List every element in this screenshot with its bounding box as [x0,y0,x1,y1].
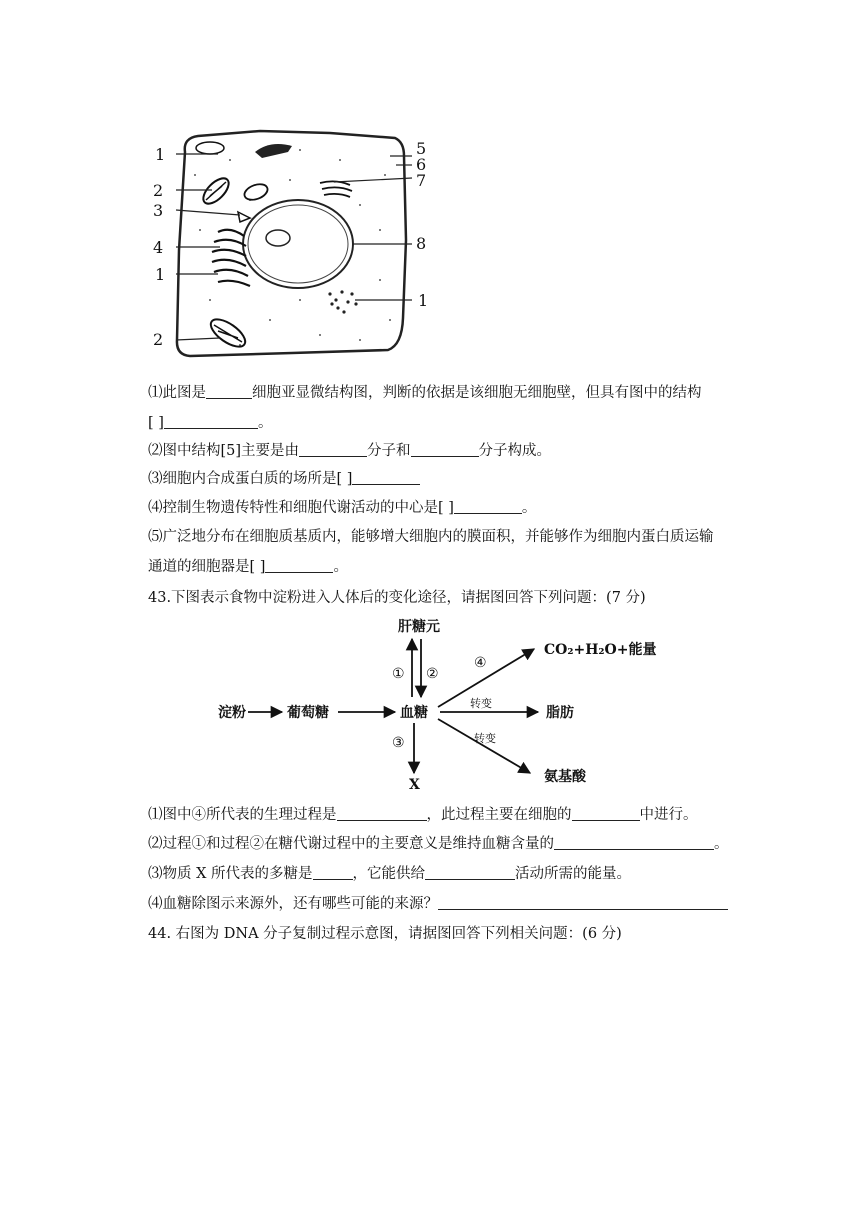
label-2-upper: 2 [153,181,164,200]
answer-blank[interactable] [299,442,367,457]
answer-blank[interactable] [438,895,728,910]
circled-4: ④ [474,655,487,671]
q42-part5-cont: 通道的细胞器是[ ] 。 [148,559,348,575]
answer-blank[interactable] [411,442,479,457]
q43-part3: ⑶物质 X 所代表的多糖是 ，它能供给 活动所需的能量。 [148,866,632,882]
node-glucose: 葡萄糖 [287,705,329,721]
label-transform-amino: 转变 [474,732,496,745]
label-6: 6 [416,155,427,174]
label-1-right: 1 [418,291,429,310]
label-1-mid: 1 [155,265,166,284]
label-7: 7 [416,171,427,190]
arrow-to-amino-acid [438,719,530,773]
nucleolus [266,230,290,246]
label-1-top: 1 [155,145,166,164]
answer-blank[interactable] [425,865,515,880]
answer-blank[interactable] [337,806,427,821]
node-blood-sugar: 血糖 [400,705,428,721]
q43-part4: ⑷血糖除图示来源外，还有哪些可能的来源？ [148,894,728,914]
q42-part5: ⑸广泛地分布在细胞质基质内，能够增大细胞内的膜面积，并能够作为细胞内蛋白质运输 [148,529,714,545]
node-products: CO₂+H₂O+能量 [544,642,657,658]
q42-part1-cont: [ ] 。 [148,415,273,431]
node-fat: 脂肪 [546,705,574,721]
answer-blank[interactable] [554,835,714,850]
q42-part3: ⑶细胞内合成蛋白质的场所是[ ] [148,469,420,489]
answer-blank[interactable] [572,806,640,821]
q42-part1: ⑴此图是 细胞亚显微结构图，判断的依据是该细胞无细胞壁，但具有图中的结构 [148,385,702,401]
node-starch: 淀粉 [218,705,246,721]
label-4: 4 [153,238,164,257]
label-8: 8 [416,234,427,253]
label-3: 3 [153,201,164,220]
node-amino-acid: 氨基酸 [544,769,586,785]
answer-blank[interactable] [206,384,252,399]
node-liver-glycogen: 肝糖元 [398,619,440,635]
animal-cell-diagram [0,0,865,370]
label-2-lower: 2 [153,330,164,349]
starch-pathway-diagram [0,615,865,815]
answer-blank[interactable] [313,865,353,880]
q42-part4: ⑷控制生物遗传特性和细胞代谢活动的中心是[ ] 。 [148,500,537,516]
q44-title: 44. 右图为 DNA 分子复制过程示意图，请据图回答下列相关问题：(6 分) [148,926,622,942]
label-5: 5 [416,139,427,158]
q43-title: 43.下图表示食物中淀粉进入人体后的变化途径，请据图回答下列问题：(7 分) [148,590,646,606]
q42-part2: ⑵图中结构[5]主要是由 分子和 分子构成。 [148,443,552,459]
nucleus [243,200,353,288]
node-x: X [409,777,420,793]
circled-3: ③ [392,735,405,751]
q43-part1: ⑴图中④所代表的生理过程是 ，此过程主要在细胞的 中进行。 [148,807,698,823]
answer-blank[interactable] [164,414,258,429]
answer-blank[interactable] [352,470,420,485]
answer-blank[interactable] [265,558,333,573]
circled-1: ① [392,666,405,682]
circled-2: ② [426,666,439,682]
answer-blank[interactable] [454,499,522,514]
label-transform-fat: 转变 [470,697,492,710]
q43-part2: ⑵过程①和过程②在糖代谢过程中的主要意义是维持血糖含量的 。 [148,836,729,852]
